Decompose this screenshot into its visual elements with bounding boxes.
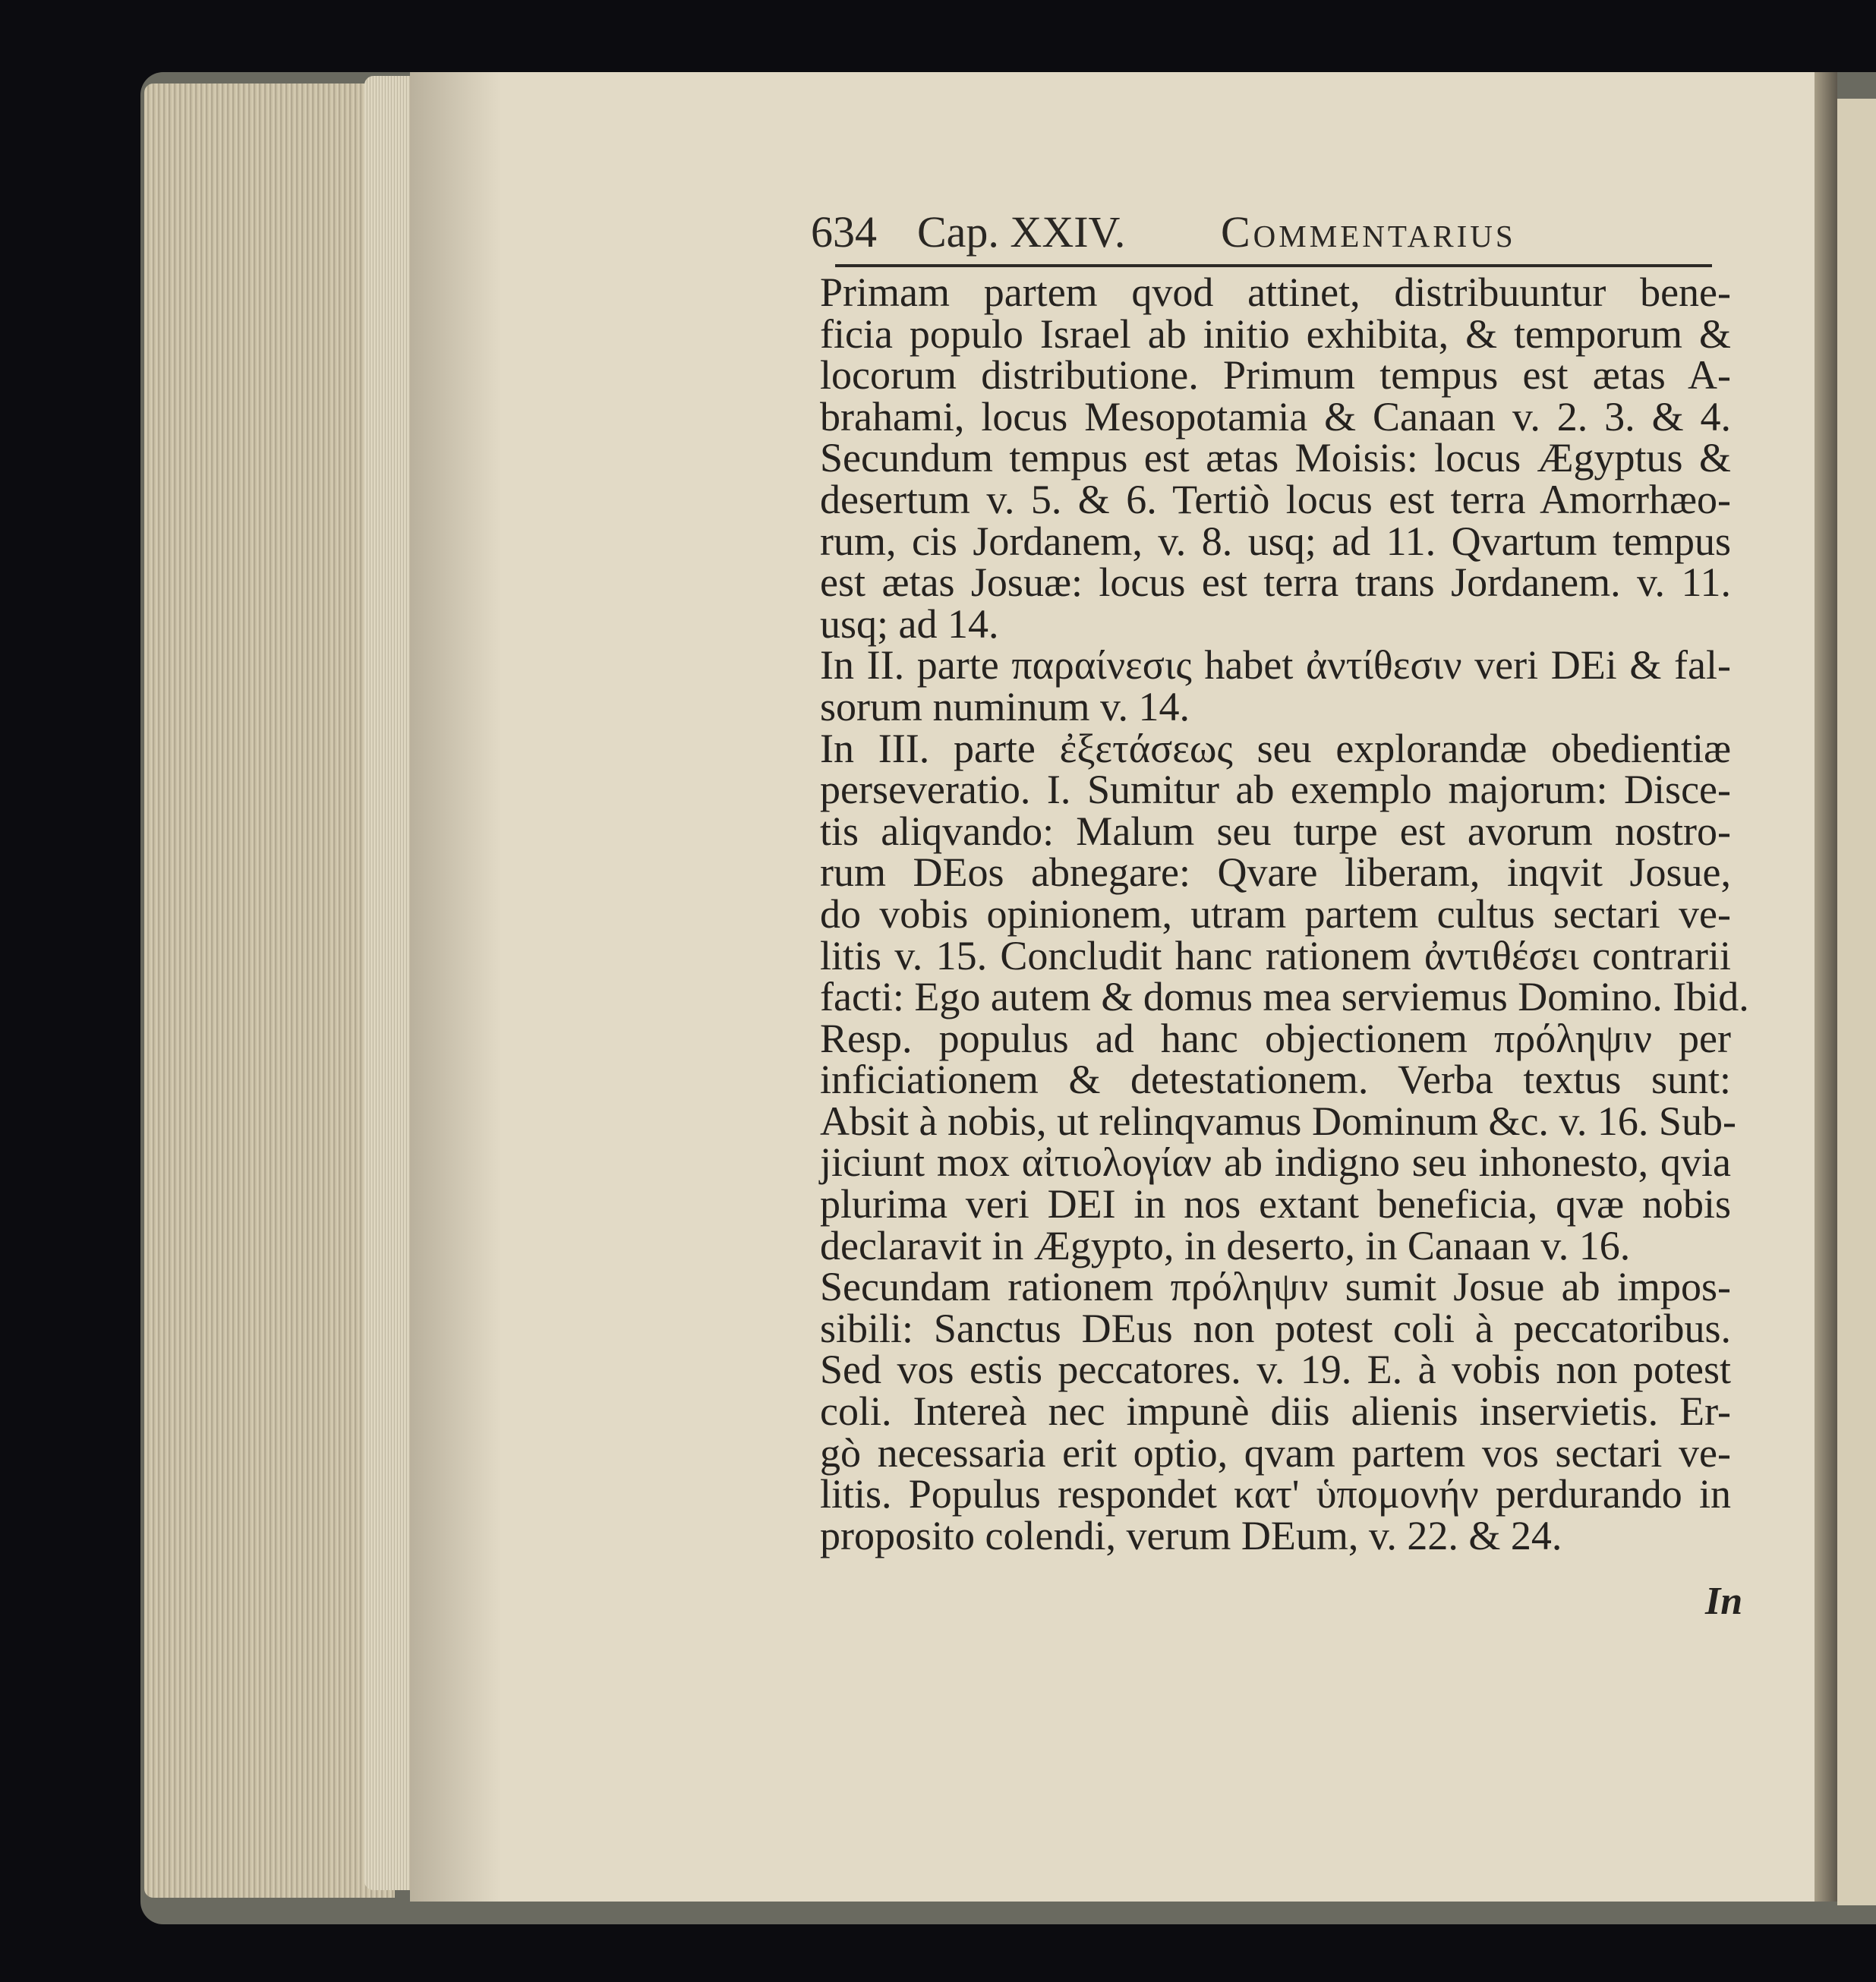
text-line: tis aliqvando: Malum seu turpe est avorum nostro- xyxy=(820,808,1731,854)
text-line: In II. parte παραίνεσις habet ἀντίθεσιν veri DEi & fal- xyxy=(820,642,1731,689)
running-title: Commentarius xyxy=(1221,207,1516,257)
text-line: plurima veri DEI in nos extant beneficia, qvæ nobis xyxy=(820,1181,1731,1227)
running-header xyxy=(811,206,1716,267)
text-line: proposito colendi, verum DEum, v. 22. & 24. xyxy=(820,1512,1562,1558)
text-line: coli. Intereà nec impunè diis alienis inservietis. Er- xyxy=(820,1388,1731,1435)
page-edges xyxy=(144,84,395,1898)
text-line: litis. Populus respondet κατ' ὑπομονήν perdurando in xyxy=(820,1471,1731,1517)
text-line: Primam partem qvod attinet, distribuuntur bene- xyxy=(820,269,1731,315)
text-line: perseveratio. I. Sumitur ab exemplo majorum: Disce- xyxy=(820,767,1731,813)
facing-page-edge xyxy=(1837,99,1876,1905)
text-line: Sed vos estis peccatores. v. 19. E. à vobis non potest xyxy=(820,1347,1731,1393)
text-line: Secundum tempus est ætas Moisis: locus Ægyptus & xyxy=(820,435,1731,481)
text-line: locorum distributione. Primum tempus est ætas A- xyxy=(820,352,1731,399)
text-line: ficia populo Israel ab initio exhibita, & temporum & xyxy=(820,310,1731,357)
page-fold-shadow xyxy=(410,72,501,1902)
book-gutter xyxy=(1815,72,1837,1902)
text-line: gò necessaria erit optio, qvam partem vos sectari ve- xyxy=(820,1429,1731,1476)
text-line: inficiationem & detestationem. Verba textus sunt: xyxy=(820,1057,1731,1103)
body-text xyxy=(820,269,1749,1558)
text-line: Resp. populus ad hanc objectionem πρόληψιν per xyxy=(820,1015,1731,1061)
text-line: sorum numinum v. 14. xyxy=(820,683,1190,729)
text-line: rum, cis Jordanem, v. 8. usq; ad 11. Qvartum tempus xyxy=(820,518,1731,564)
text-line: jiciunt mox αἰτιολογίαν ab indigno seu inhonesto, qvia xyxy=(820,1139,1731,1186)
catchword: In xyxy=(1705,1580,1743,1623)
text-line: Secundam rationem πρόληψιν sumit Josue ab impos- xyxy=(820,1264,1731,1310)
text-line: usq; ad 14. xyxy=(820,600,999,647)
text-line: sibili: Sanctus DEus non potest coli à peccatoribus. xyxy=(820,1305,1731,1351)
header-rule xyxy=(835,264,1712,267)
text-line: declaravit in Ægypto, in deserto, in Canaan v. 16. xyxy=(820,1222,1631,1268)
page-edges-inner xyxy=(364,76,410,1890)
chapter-label: Cap. XXIV. xyxy=(917,207,1126,257)
text-line: rum DEos abnegare: Qvare liberam, inqvit Josue, xyxy=(820,849,1731,896)
text-line: litis v. 15. Concludit hanc rationem ἀντιθέσει contrarii xyxy=(820,932,1731,978)
text-line: Absit à nobis, ut relinqvamus Dominum &c. v. 16. Sub- xyxy=(820,1098,1736,1144)
text-line: est ætas Josuæ: locus est terra trans Jordanem. v. 11. xyxy=(820,559,1731,606)
text-line: facti: Ego autem & domus mea serviemus Domino. Ibid. xyxy=(820,974,1749,1020)
text-line: do vobis opinionem, utram partem cultus sectari ve- xyxy=(820,890,1731,937)
text-line: In III. parte ἐξετάσεως seu explorandæ obedientiæ xyxy=(820,725,1731,771)
text-line: brahami, locus Mesopotamia & Canaan v. 2. 3. & 4. xyxy=(820,393,1731,440)
page-number: 634 xyxy=(811,207,877,257)
text-line: desertum v. 5. & 6. Tertiò locus est terra Amorrhæo- xyxy=(820,476,1731,522)
